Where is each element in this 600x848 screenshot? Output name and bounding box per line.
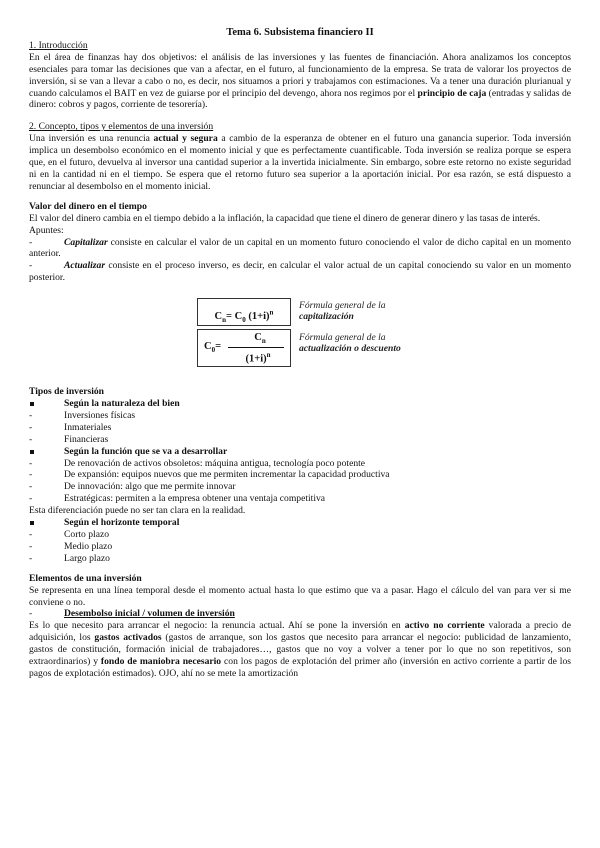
section-heading-intro: 1. Introducción	[29, 39, 88, 51]
heading-elementos: Elementos de una inversión	[29, 572, 142, 584]
bullet-marker	[30, 402, 34, 406]
page-title: Tema 6. Subsistema financiero II	[226, 27, 374, 38]
discount-label: Fórmula general de la actualización o descuento	[299, 332, 401, 355]
dash-marker: -	[29, 260, 33, 272]
bold-phrase: actual y segura	[153, 133, 218, 145]
heading-tipos: Tipos de inversión	[29, 386, 104, 398]
capitalization-formula	[197, 298, 291, 326]
list-item: - De renovación de activos obsoletos: máquina antigua, tecnología poco potente	[29, 457, 366, 469]
formula-cap-text: $C_n= C_0$ $(1+i)^n$	[214, 308, 274, 324]
bold-phrase: principio de caja	[417, 87, 487, 99]
list-item-capitalizar: - Capitalizar consiste en calcular el valor de un capital en un momento futuro conociendo el valor de dicho capital en un momento anterior.	[29, 236, 571, 260]
intro-paragraph: En el área de finanzas hay dos objetivos: el análisis de las inversiones y las fuentes de financiación. Ahora analizamos los conceptos esenciales para tomar las decisiones que van a afectar, en el futuro, al funcionamiento de la empresa. Se trata de valorar los proyectos de inversión, si se van a llevar a cabo o no, es decir, nos situamos a priori y trabajamos con estimaciones. Va a tener una duración plurianual y cuando calculamos el BAIT en vez de guiarse por el principio del devengo, ahora nos regimos por el principio de caja (entradas y salidas de dinero: cobros y pagos, corriente de tesorería).	[29, 51, 571, 111]
list-item: - Largo plazo	[29, 552, 110, 564]
list-item: - Financieras	[29, 433, 109, 445]
formula-area	[29, 298, 571, 368]
document-page	[29, 27, 571, 680]
subheading-desembolso: - Desembolso inicial / volumen de inversión	[29, 608, 235, 620]
list-item: - Corto plazo	[29, 529, 110, 540]
group-funcion: Según la función que se va a desarrollar	[29, 446, 571, 458]
list-item: - De expansión: equipos nuevos que me permiten incrementar la capacidad productiva	[29, 469, 390, 481]
group-naturaleza: Según la naturaleza del bien	[29, 398, 571, 410]
apuntes-label: Apuntes:	[29, 224, 64, 236]
list-item: - De innovación: algo que me permite innovar	[29, 481, 236, 493]
list-item: - Estratégicas: permiten a la empresa obtener una ventaja competitiva	[29, 493, 326, 505]
list-item-actualizar: - Actualizar consiste en el proceso inverso, es decir, en calcular el valor actual de un capital conociendo su valor en un momento posterior.	[29, 260, 571, 284]
fraction-bar	[228, 347, 284, 348]
section-heading-concept: 2. Concepto, tipos y elementos de una inversión	[29, 121, 214, 133]
dash-marker: -	[29, 236, 33, 248]
desembolso-paragraph: Es lo que necesito para arrancar el negocio: la renuncia actual. Ahí se pone la inversión en activo no corriente valorada a precio de adquisición, los gastos activados (gastos de arranque, son los gastos que necesito para arrancar el negocio: publicidad de lanzamiento, gastos de constitución, formación inicial de trabajadores…, gastos que no voy a volver a tener por lo que no son repetitivos, son extraordinarios) y fondo de maniobra necesario con los pagos de explotación del primer año (inversión en activo corriente a partir de los pagos de explotación estimados). OJO, ahí no se mete la amortización	[29, 620, 572, 679]
group-horizonte: Según el horizonte temporal	[29, 517, 571, 529]
bullet-marker	[30, 450, 34, 454]
bullet-marker	[30, 521, 34, 525]
valor-paragraph: El valor del dinero cambia en el tiempo debido a la inflación, la capacidad que tiene el dinero de generar dinero y las tasas de interés.	[29, 212, 541, 224]
capitalization-label: Fórmula general de la capitalización	[299, 300, 386, 323]
elementos-paragraph: Se representa en una línea temporal desde el momento actual hasta lo que estimo que va a pasar. Hago el cálculo del van para ver si me conviene o no.	[29, 584, 571, 608]
note-text: Esta diferenciación puede no ser tan clara en la realidad.	[29, 505, 246, 517]
list-item: - Medio plazo	[29, 540, 113, 552]
list-item: - Inmateriales	[29, 421, 112, 433]
list-item: - Inversiones físicas	[29, 409, 136, 421]
concept-paragraph: Una inversión es una renuncia actual y segura a cambio de la esperanza de obtener en el futuro una ganancia superior. Toda inversión implica un desembolso económico en el momento inicial y que es perfectamente cuantificable. Toda inversión se realiza porque se espera que, en el futuro, devuelva al inversor una cantidad superior a la invertida inicialmente. Sin embargo, sobre este retorno no existe seguridad ni en la cantidad ni en el tiempo. Se espera que el retorno futuro sea superior a la aportación inicial. Por esa razón, se está dispuesto a renunciar al desembolso en el momento inicial.	[29, 133, 571, 192]
heading-valor-dinero: Valor del dinero en el tiempo	[29, 200, 147, 212]
discount-formula: $C_0=$ $C_n$ $(1+i)^n$	[197, 329, 291, 367]
